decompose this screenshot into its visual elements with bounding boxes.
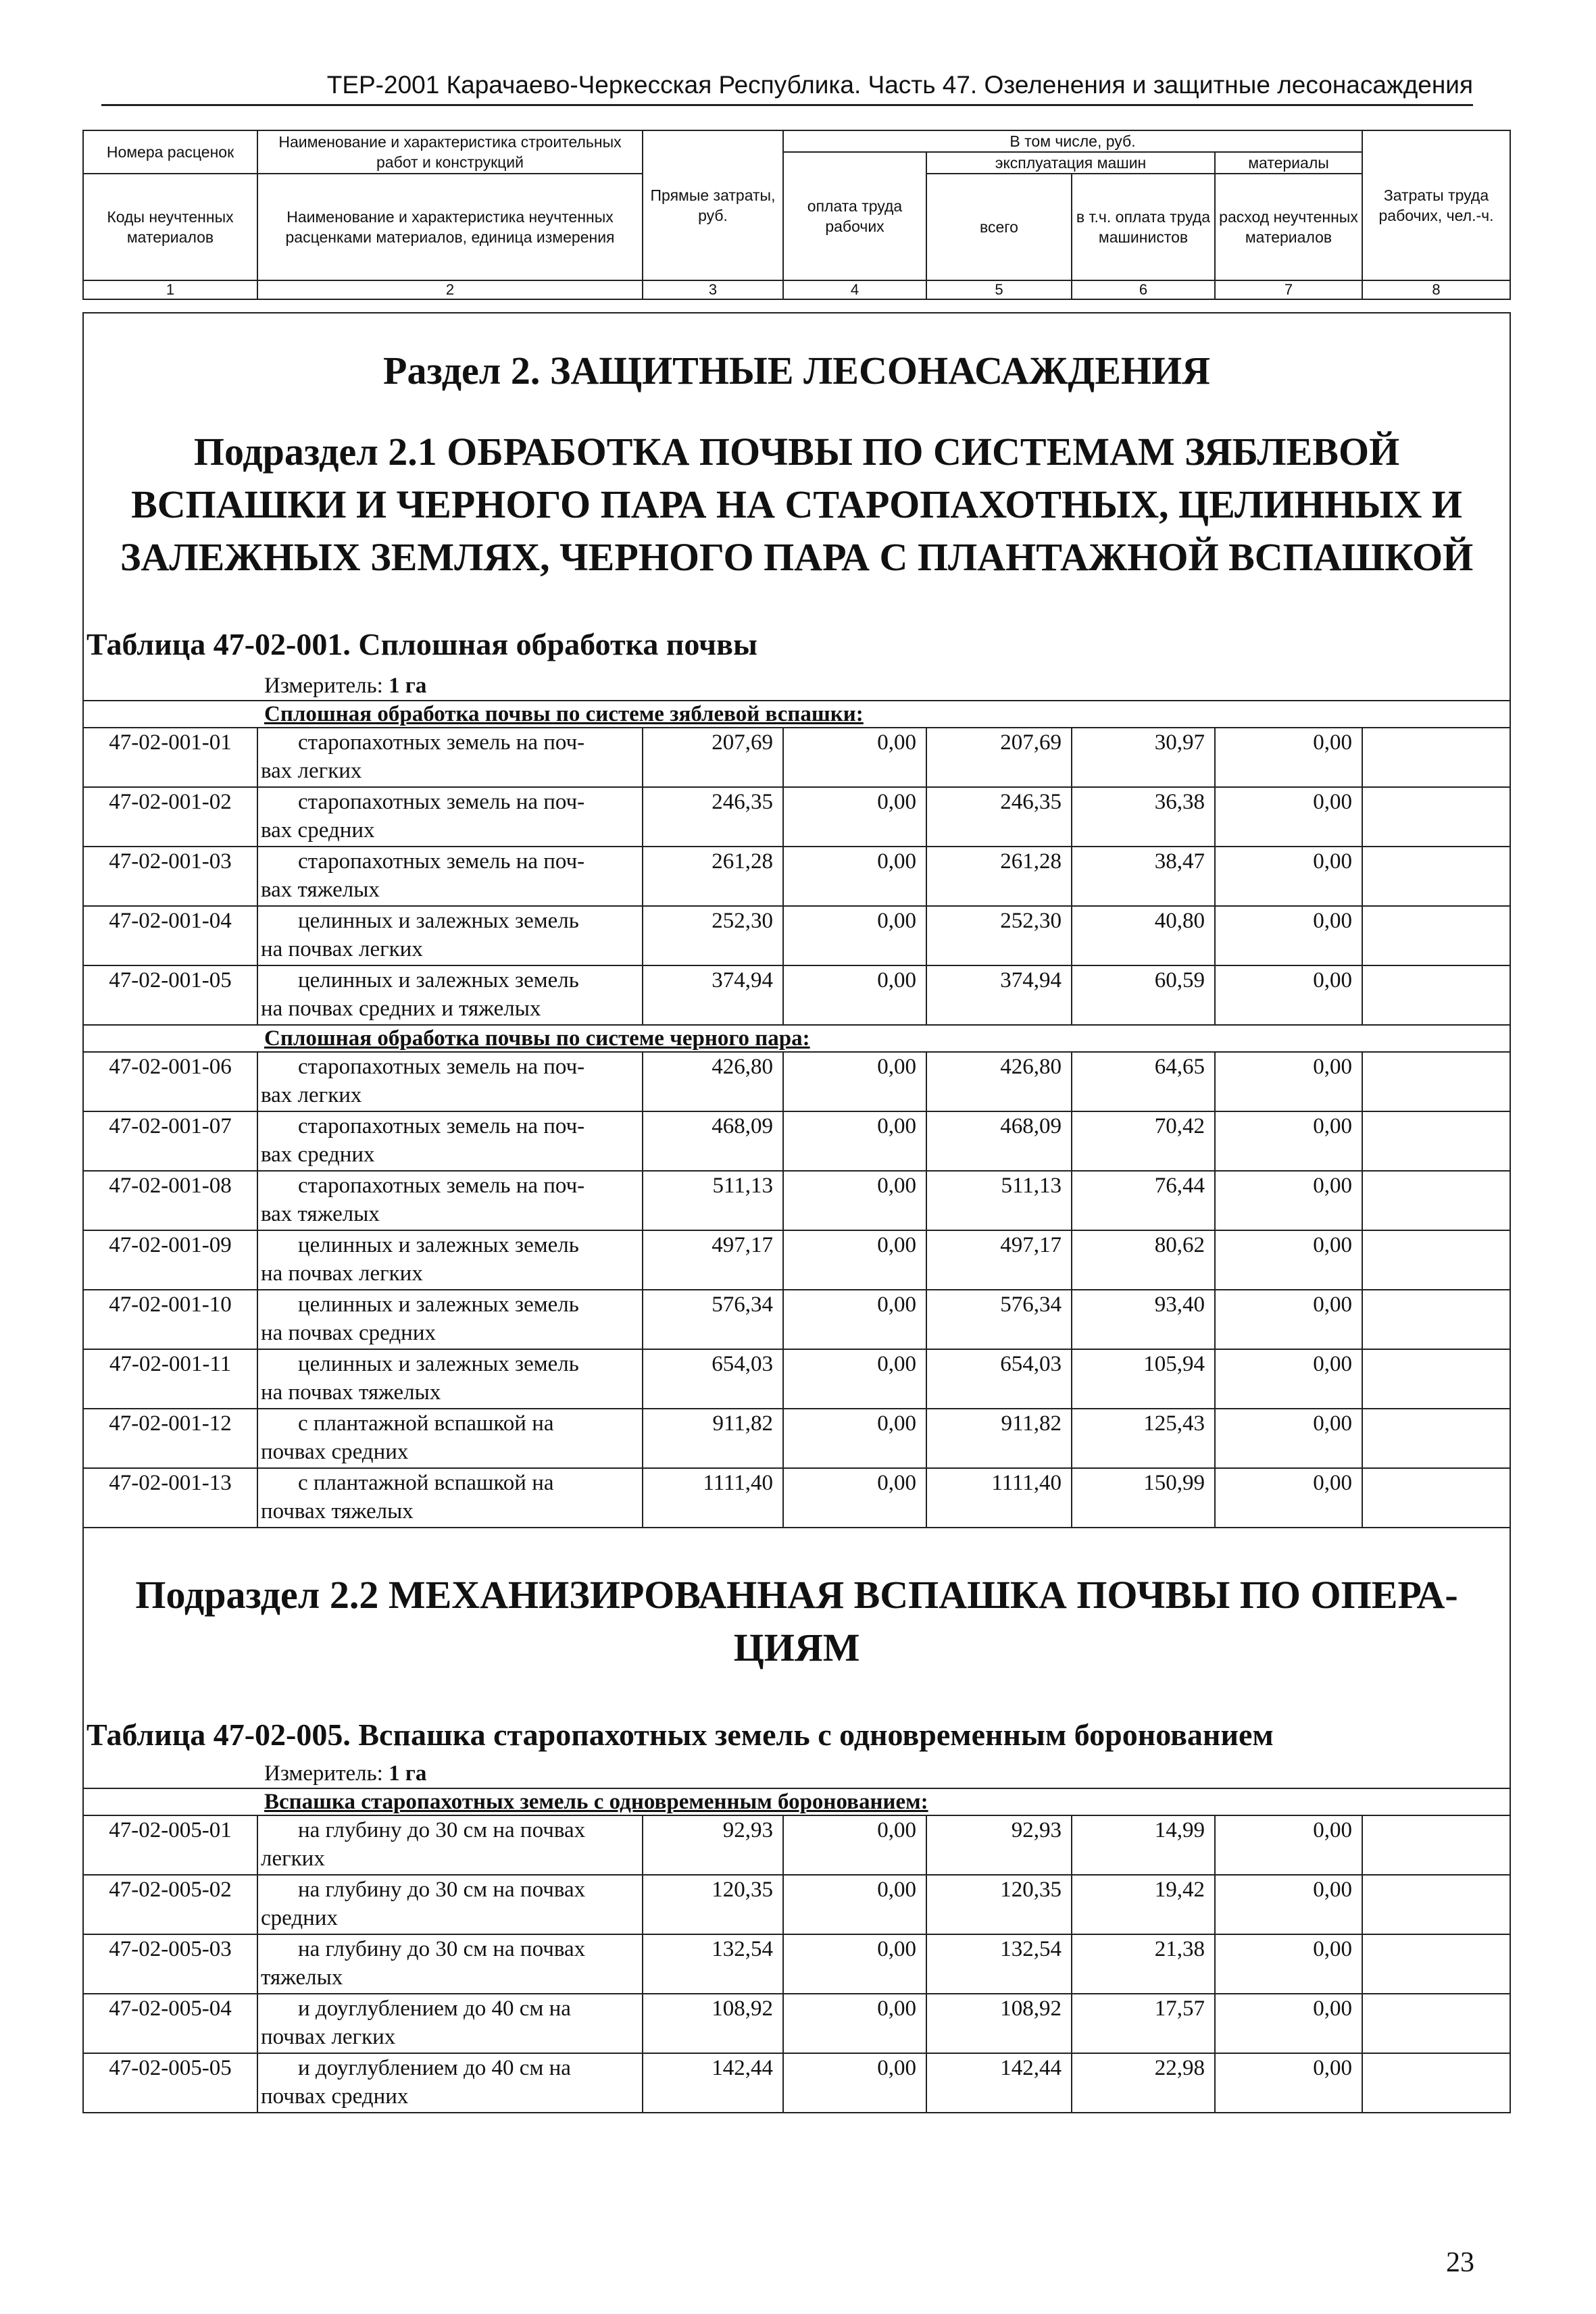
wages-workers: 0,00 (783, 1230, 926, 1290)
labor-costs (1362, 1409, 1510, 1468)
direct-costs: 261,28 (643, 847, 783, 906)
wages-workers: 0,00 (783, 965, 926, 1025)
wages-operators: 21,38 (1072, 1934, 1215, 1994)
labor-costs (1362, 847, 1510, 906)
wages-workers: 0,00 (783, 1994, 926, 2053)
direct-costs: 468,09 (643, 1111, 783, 1171)
measure-value: 1 га (389, 674, 427, 698)
work-name (257, 1468, 643, 1528)
col-4-header: оплата труда рабочих (783, 152, 926, 280)
work-name-line1: старопахотных земель на поч- (298, 1114, 585, 1138)
materials-cost: 0,00 (1215, 1409, 1362, 1468)
wages-operators: 93,40 (1072, 1290, 1215, 1349)
rate-code: 47-02-001-09 (83, 1230, 257, 1290)
machines-total: 911,82 (926, 1409, 1072, 1468)
rate-code: 47-02-001-02 (83, 787, 257, 847)
wages-workers: 0,00 (783, 1290, 926, 1349)
table-row (83, 1875, 1510, 1934)
direct-costs: 1111,40 (643, 1468, 783, 1528)
direct-costs: 654,03 (643, 1349, 783, 1409)
col-num: 3 (643, 280, 783, 299)
wages-operators: 64,65 (1072, 1052, 1215, 1111)
wages-operators: 38,47 (1072, 847, 1215, 906)
page-number: 23 (1446, 2247, 1474, 2278)
work-name-line2: вах тяжелых (261, 1202, 380, 1226)
machines-total: 426,80 (926, 1052, 1072, 1111)
labor-costs (1362, 1111, 1510, 1171)
rate-code: 47-02-001-03 (83, 847, 257, 906)
group-title: Вспашка старопахотных земель с одновременным боронованием: (264, 1790, 928, 1814)
direct-costs: 142,44 (643, 2053, 783, 2113)
machines-total: 511,13 (926, 1171, 1072, 1230)
work-name (257, 1994, 643, 2053)
incl-header: В том числе, руб. (783, 130, 1362, 152)
work-name-line2: почвах тяжелых (261, 1499, 414, 1524)
table1-group2-rows (83, 1052, 1510, 1528)
work-name-line2: тяжелых (261, 1965, 343, 1990)
wages-operators: 105,94 (1072, 1349, 1215, 1409)
wages-workers: 0,00 (783, 1111, 926, 1171)
direct-costs: 576,34 (643, 1290, 783, 1349)
machines-total: 497,17 (926, 1230, 1072, 1290)
labor-costs (1362, 1349, 1510, 1409)
col-num: 4 (783, 280, 926, 299)
direct-costs: 511,13 (643, 1171, 783, 1230)
table-row (83, 1171, 1510, 1230)
rate-code: 47-02-001-08 (83, 1171, 257, 1230)
work-name-line1: старопахотных земель на поч- (298, 849, 585, 874)
rate-code: 47-02-001-12 (83, 1409, 257, 1468)
expl-header: эксплуатация машин (926, 152, 1215, 174)
direct-costs: 108,92 (643, 1994, 783, 2053)
work-name-line2: средних (261, 1906, 338, 1930)
rate-code: 47-02-001-07 (83, 1111, 257, 1171)
work-name-line2: на почвах средних (261, 1321, 436, 1345)
materials-cost: 0,00 (1215, 1290, 1362, 1349)
work-name-line2: почвах средних (261, 1440, 409, 1464)
group-title: Сплошная обработка почвы по системе черного пара: (264, 1026, 810, 1051)
materials-cost: 0,00 (1215, 1875, 1362, 1934)
work-name-line1: целинных и залежных земель (298, 909, 579, 933)
work-name-line1: на глубину до 30 см на почвах (298, 1937, 586, 1961)
rate-code: 47-02-001-04 (83, 906, 257, 965)
work-name (257, 787, 643, 847)
col-num: 5 (926, 280, 1072, 299)
measure-cell (83, 672, 1510, 701)
table1-group1-rows (83, 728, 1510, 1025)
table-row (83, 906, 1510, 965)
wages-workers: 0,00 (783, 1052, 926, 1111)
table-row (83, 1815, 1510, 1875)
work-name-line2: вах легких (261, 1083, 362, 1107)
col-8-header: Затраты труда рабочих, чел.-ч. (1362, 130, 1510, 280)
direct-costs: 120,35 (643, 1875, 783, 1934)
wages-operators: 17,57 (1072, 1994, 1215, 2053)
table-row (83, 965, 1510, 1025)
wages-operators: 36,38 (1072, 787, 1215, 847)
work-name (257, 1111, 643, 1171)
work-name-line1: старопахотных земель на поч- (298, 790, 585, 814)
table-row (83, 1111, 1510, 1171)
work-name (257, 1230, 643, 1290)
table-row (83, 1052, 1510, 1111)
rate-code: 47-02-005-04 (83, 1994, 257, 2053)
table-row (83, 2053, 1510, 2113)
table-row (83, 1468, 1510, 1528)
direct-costs: 911,82 (643, 1409, 783, 1468)
labor-costs (1362, 906, 1510, 965)
wages-workers: 0,00 (783, 1409, 926, 1468)
materials-cost: 0,00 (1215, 1815, 1362, 1875)
work-name-line1: целинных и залежных земель (298, 968, 579, 992)
labor-costs (1362, 1994, 1510, 2053)
materials-cost: 0,00 (1215, 1468, 1362, 1528)
wages-workers: 0,00 (783, 728, 926, 787)
machines-total: 1111,40 (926, 1468, 1072, 1528)
labor-costs (1362, 965, 1510, 1025)
machines-total: 207,69 (926, 728, 1072, 787)
materials-cost: 0,00 (1215, 1052, 1362, 1111)
work-name-line2: на почвах легких (261, 1261, 423, 1286)
table-row (83, 1994, 1510, 2053)
group-title-cell (83, 1788, 1510, 1815)
materials-cost: 0,00 (1215, 1934, 1362, 1994)
materials-cost: 0,00 (1215, 1349, 1362, 1409)
direct-costs: 132,54 (643, 1934, 783, 1994)
wages-operators: 40,80 (1072, 906, 1215, 965)
wages-operators: 30,97 (1072, 728, 1215, 787)
wages-operators: 22,98 (1072, 2053, 1215, 2113)
measure-row (84, 1759, 1510, 1788)
work-name-line1: целинных и залежных земель (298, 1292, 579, 1317)
work-name-line1: старопахотных земель на поч- (298, 1055, 585, 1079)
rate-code: 47-02-005-01 (83, 1815, 257, 1875)
col-7-header: расход неучтенных материалов (1215, 174, 1362, 280)
materials-cost: 0,00 (1215, 728, 1362, 787)
wages-workers: 0,00 (783, 1815, 926, 1875)
col-num: 7 (1215, 280, 1362, 299)
labor-costs (1362, 728, 1510, 787)
direct-costs: 246,35 (643, 787, 783, 847)
labor-costs (1362, 1052, 1510, 1111)
col-num: 2 (257, 280, 643, 299)
direct-costs: 92,93 (643, 1815, 783, 1875)
group-title-cell (83, 701, 1510, 728)
machines-total: 252,30 (926, 906, 1072, 965)
labor-costs (1362, 1934, 1510, 1994)
wages-workers: 0,00 (783, 906, 926, 965)
work-name (257, 965, 643, 1025)
wages-operators: 60,59 (1072, 965, 1215, 1025)
work-name-line2: легких (261, 1846, 325, 1871)
direct-costs: 207,69 (643, 728, 783, 787)
wages-workers: 0,00 (783, 1349, 926, 1409)
machines-total: 142,44 (926, 2053, 1072, 2113)
work-name-line2: вах тяжелых (261, 878, 380, 902)
machines-total: 468,09 (926, 1111, 1072, 1171)
wages-workers: 0,00 (783, 847, 926, 906)
work-name-line1: целинных и залежных земель (298, 1352, 579, 1376)
machines-total: 261,28 (926, 847, 1072, 906)
rate-code: 47-02-001-01 (83, 728, 257, 787)
col-num: 1 (83, 280, 257, 299)
section-title: Раздел 2. ЗАЩИТНЫЕ ЛЕСОНАСАЖДЕНИЯ (383, 349, 1211, 393)
wages-workers: 0,00 (783, 1171, 926, 1230)
work-name-line1: с плантажной вспашкой на (298, 1471, 554, 1495)
table-row (83, 1409, 1510, 1468)
col-2-top: Наименование и характеристика строительных работ и конструкций (257, 130, 643, 174)
col-1-top: Номера расценок (83, 130, 257, 174)
materials-cost: 0,00 (1215, 787, 1362, 847)
col-num: 6 (1072, 280, 1215, 299)
group-title: Сплошная обработка почвы по системе зяблевой вспашки: (264, 702, 864, 726)
wages-workers: 0,00 (783, 1875, 926, 1934)
wages-operators: 125,43 (1072, 1409, 1215, 1468)
work-name-line2: на почвах тяжелых (261, 1380, 441, 1405)
work-name (257, 1409, 643, 1468)
machines-total: 120,35 (926, 1875, 1072, 1934)
rate-code: 47-02-001-13 (83, 1468, 257, 1528)
table-row (83, 847, 1510, 906)
work-name-line2: на почвах средних и тяжелых (261, 997, 541, 1021)
labor-costs (1362, 1171, 1510, 1230)
machines-total: 576,34 (926, 1290, 1072, 1349)
table-title: Таблица 47-02-001. Сплошная обработка почвы (86, 627, 757, 661)
machines-total: 92,93 (926, 1815, 1072, 1875)
materials-cost: 0,00 (1215, 965, 1362, 1025)
materials-cost: 0,00 (1215, 906, 1362, 965)
wages-workers: 0,00 (783, 1468, 926, 1528)
work-name (257, 1052, 643, 1111)
table-row (83, 1934, 1510, 1994)
machines-total: 654,03 (926, 1349, 1072, 1409)
measure-value: 1 га (389, 1761, 427, 1786)
table-row (83, 728, 1510, 787)
rate-code: 47-02-001-05 (83, 965, 257, 1025)
measure-label: Измеритель: (264, 1761, 383, 1786)
work-name (257, 1934, 643, 1994)
rates-table (82, 312, 1511, 2113)
work-name-line2: вах средних (261, 1142, 375, 1167)
measure-row (84, 672, 1510, 700)
work-name-line1: на глубину до 30 см на почвах (298, 1878, 586, 1902)
table-row (83, 1290, 1510, 1349)
col-2-bottom: Наименование и характеристика неучтенных расценками материалов, единица измерения (257, 174, 643, 280)
labor-costs (1362, 1815, 1510, 1875)
table-title: Таблица 47-02-005. Вспашка старопахотных земель с одновременным боронованием (86, 1717, 1274, 1752)
work-name-line1: с плантажной вспашкой на (298, 1411, 554, 1436)
machines-total: 108,92 (926, 1994, 1072, 2053)
materials-cost: 0,00 (1215, 1171, 1362, 1230)
page-header: ТЕР-2001 Карачаево-Черкесская Республика. Часть 47. Озеленения и защитные лесонасаждения (101, 66, 1473, 106)
wages-operators: 150,99 (1072, 1468, 1215, 1528)
wages-operators: 19,42 (1072, 1875, 1215, 1934)
work-name-line2: на почвах легких (261, 937, 423, 961)
col-6-header: в т.ч. оплата труда машинистов (1072, 174, 1215, 280)
measure-cell (83, 1759, 1510, 1788)
work-name-line2: почвах средних (261, 2084, 409, 2109)
work-name-line1: и доуглублением до 40 см на (298, 1996, 571, 2021)
work-name (257, 906, 643, 965)
work-name (257, 1290, 643, 1349)
wages-operators: 14,99 (1072, 1815, 1215, 1875)
work-name-line2: вах легких (261, 759, 362, 783)
machines-total: 132,54 (926, 1934, 1072, 1994)
labor-costs (1362, 1875, 1510, 1934)
rate-code: 47-02-001-06 (83, 1052, 257, 1111)
direct-costs: 426,80 (643, 1052, 783, 1111)
work-name-line1: целинных и залежных земель (298, 1233, 579, 1257)
subsection-cell (83, 1528, 1510, 1759)
table-row (83, 787, 1510, 847)
wages-workers: 0,00 (783, 2053, 926, 2113)
direct-costs: 374,94 (643, 965, 783, 1025)
rate-code: 47-02-001-10 (83, 1290, 257, 1349)
machines-total: 374,94 (926, 965, 1072, 1025)
work-name-line1: старопахотных земель на поч- (298, 1174, 585, 1198)
work-name (257, 1815, 643, 1875)
rate-code: 47-02-005-03 (83, 1934, 257, 1994)
work-name (257, 1875, 643, 1934)
mat-header: материалы (1215, 152, 1362, 174)
wages-workers: 0,00 (783, 1934, 926, 1994)
table-row (83, 1349, 1510, 1409)
col-num: 8 (1362, 280, 1510, 299)
work-name (257, 2053, 643, 2113)
labor-costs (1362, 1290, 1510, 1349)
labor-costs (1362, 1468, 1510, 1528)
materials-cost: 0,00 (1215, 2053, 1362, 2113)
work-name (257, 847, 643, 906)
column-header-table (82, 130, 1511, 300)
wages-operators: 76,44 (1072, 1171, 1215, 1230)
labor-costs (1362, 2053, 1510, 2113)
work-name-line2: вах средних (261, 818, 375, 842)
table2-group1-rows (83, 1815, 1510, 2113)
rate-code: 47-02-005-02 (83, 1875, 257, 1934)
labor-costs (1362, 1230, 1510, 1290)
work-name-line2: почвах легких (261, 2025, 396, 2049)
materials-cost: 0,00 (1215, 847, 1362, 906)
subsection-title: Подраздел 2.2 МЕХАНИЗИРОВАННАЯ ВСПАШКА ПОЧВЫ ПО ОПЕРА-ЦИЯМ (135, 1573, 1458, 1669)
subsection-title: Подраздел 2.1 ОБРАБОТКА ПОЧВЫ ПО СИСТЕМАМ ЗЯБЛЕВОЙ ВСПАШКИ И ЧЕРНОГО ПАРА НА СТАРОПАХОТНЫХ, ЦЕЛИННЫХ И ЗАЛЕЖНЫХ ЗЕМЛЯХ, ЧЕРНОГО ПАРА С ПЛАНТАЖНОЙ ВСПАШКОЙ (120, 430, 1474, 579)
rate-code: 47-02-001-11 (83, 1349, 257, 1409)
col-1-bottom: Коды неучтенных материалов (83, 174, 257, 280)
materials-cost: 0,00 (1215, 1994, 1362, 2053)
machines-total: 246,35 (926, 787, 1072, 847)
materials-cost: 0,00 (1215, 1230, 1362, 1290)
col-3-header: Прямые затраты, руб. (643, 130, 783, 280)
table-row (83, 1230, 1510, 1290)
work-name-line1: старопахотных земель на поч- (298, 730, 585, 755)
work-name-line1: на глубину до 30 см на почвах (298, 1818, 586, 1842)
work-name (257, 1349, 643, 1409)
wages-workers: 0,00 (783, 787, 926, 847)
direct-costs: 497,17 (643, 1230, 783, 1290)
section-cell (83, 313, 1510, 672)
work-name-line1: и доуглублением до 40 см на (298, 2056, 571, 2080)
measure-label: Измеритель: (264, 674, 383, 698)
col-5-header: всего (926, 174, 1072, 280)
labor-costs (1362, 787, 1510, 847)
group-title-cell (83, 1025, 1510, 1052)
wages-operators: 70,42 (1072, 1111, 1215, 1171)
work-name (257, 728, 643, 787)
materials-cost: 0,00 (1215, 1111, 1362, 1171)
work-name (257, 1171, 643, 1230)
rate-code: 47-02-005-05 (83, 2053, 257, 2113)
wages-operators: 80,62 (1072, 1230, 1215, 1290)
direct-costs: 252,30 (643, 906, 783, 965)
